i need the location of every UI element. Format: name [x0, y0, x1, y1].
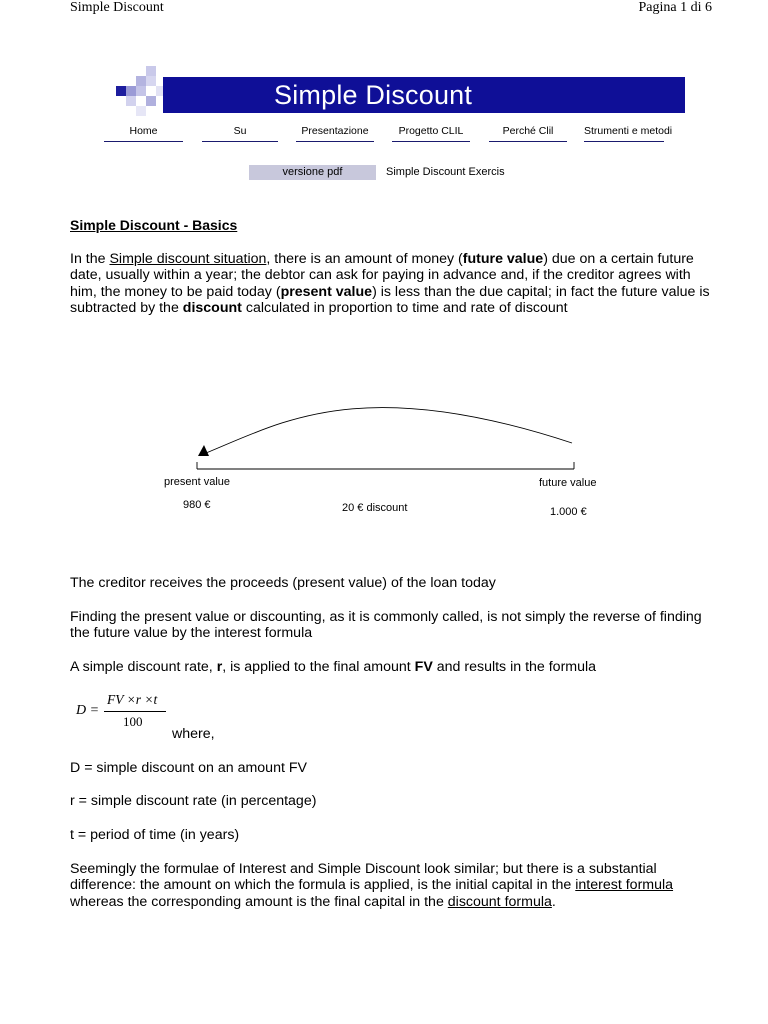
discount-arc	[206, 407, 572, 453]
formula-where: where,	[172, 726, 215, 742]
intro-paragraph: In the Simple discount situation, there is an amount of money (future value) due on a certain future date, usually within a year; the debtor can ask for paying in advance and, if the creditor agrees with him, the money to be paid today (present value) is less than the due capital; in fact the future value is subtracted by the discount calculated in proportion to time and rate of discount	[70, 251, 710, 317]
nav-perche-clil[interactable]: Perché Clil	[489, 123, 567, 142]
simple-discount-situation-link[interactable]: Simple discount situation	[109, 251, 267, 267]
exercises-link[interactable]: Simple Discount Exercis	[386, 166, 505, 178]
nav-presentazione[interactable]: Presentazione	[296, 123, 374, 142]
nav-strumenti-e-metodi[interactable]: Strumenti e metodi	[584, 123, 664, 142]
banner-title: Simple Discount	[274, 80, 473, 110]
formula-numerator: FV ×r ×t	[107, 692, 158, 707]
finding-paragraph: Finding the present value or discounting, as it is commonly called, is not simply the reverse of finding the future value by the interest formula	[70, 609, 702, 642]
formula-fraction-bar	[104, 711, 166, 712]
conclusion-paragraph: Seemingly the formulae of Interest and Simple Discount look similar; but there is a substantial difference: the amount on which the formula is applied, is the initial capital in the interest formula whereas the corresponding amount is the final capital in the discount formula.	[70, 861, 674, 910]
formula-lhs: D =	[76, 703, 100, 718]
definition-d: D = simple discount on an amount FV	[70, 760, 307, 776]
document-title: Simple Discount	[70, 0, 164, 15]
nav-home[interactable]: Home	[104, 123, 183, 142]
rate-paragraph: A simple discount rate, r, is applied to the final amount FV and results in the formula	[70, 659, 597, 675]
discount-label: 20 € discount	[342, 502, 408, 514]
pdf-version-button[interactable]: versione pdf	[249, 165, 376, 180]
definition-r: r = simple discount rate (in percentage)	[70, 793, 317, 809]
formula-denominator: 100	[123, 714, 143, 729]
banner-logo	[106, 66, 166, 116]
section-heading: Simple Discount - Basics	[70, 217, 238, 233]
future-value-amount: 1.000 €	[550, 506, 587, 518]
nav-su[interactable]: Su	[202, 123, 278, 142]
future-value-label: future value	[539, 477, 597, 489]
nav-progetto-clil[interactable]: Progetto CLIL	[392, 123, 470, 142]
creditor-paragraph: The creditor receives the proceeds (present value) of the loan today	[70, 575, 496, 591]
discount-formula-link[interactable]: discount formula	[447, 893, 552, 910]
definition-t: t = period of time (in years)	[70, 827, 240, 843]
page-indicator: Pagina 1 di 6	[638, 0, 712, 15]
timeline-diagram	[190, 385, 590, 475]
present-value-label: present value	[164, 476, 231, 488]
interest-formula-link[interactable]: interest formula	[575, 877, 674, 894]
present-value-amount: 980 €	[183, 499, 211, 511]
arrowhead-icon	[198, 445, 209, 456]
